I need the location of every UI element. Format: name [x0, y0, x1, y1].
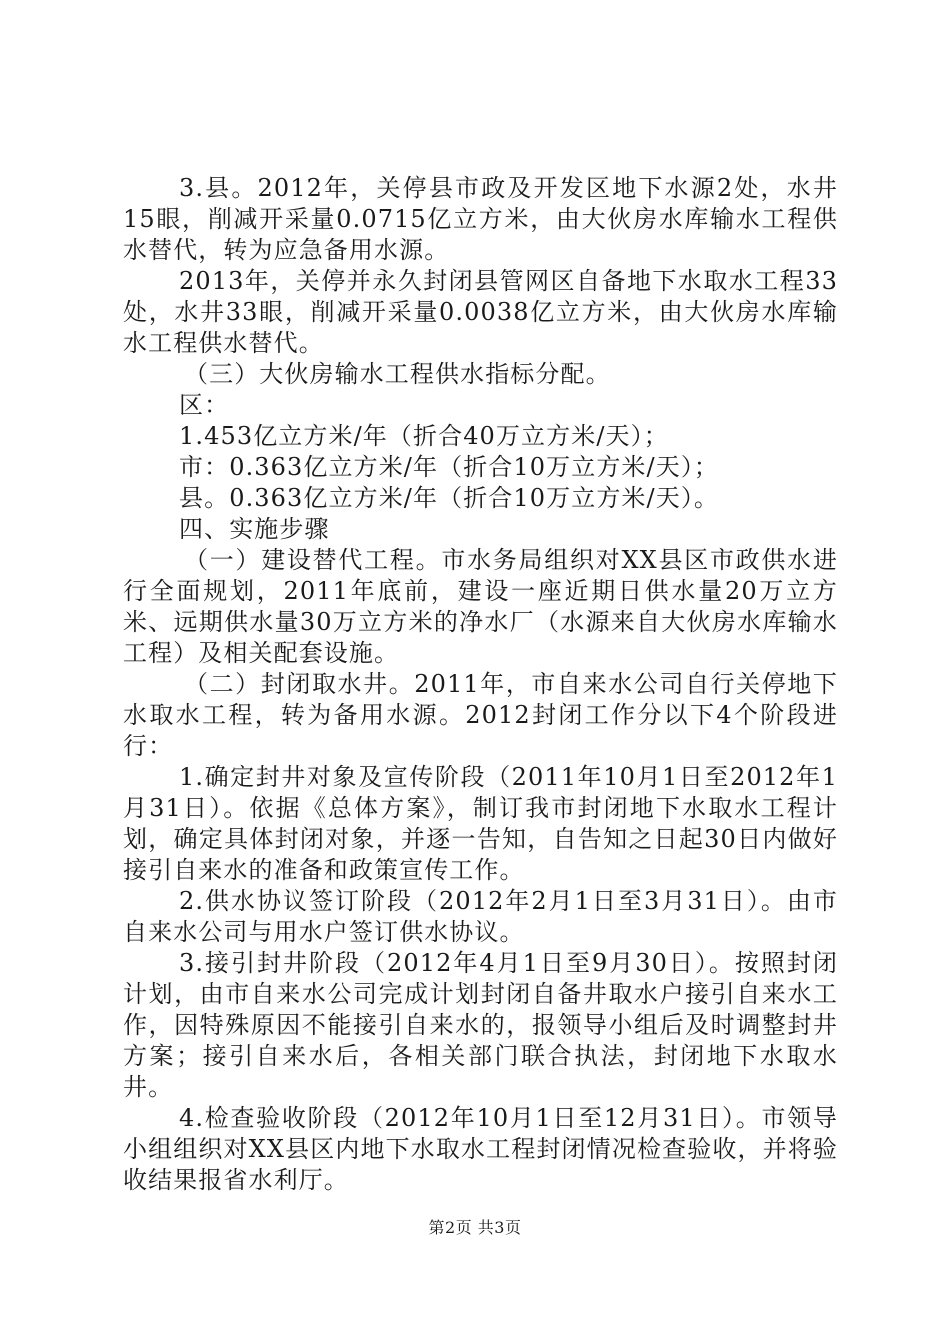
section-heading-steps: 四、实施步骤 [179, 515, 330, 543]
paragraph-step-build: （一）建设替代工程。市水务局组织对XX县区市政供水进行全面规划，2011年底前，建设一座近期日供水量20万立方米、远期供水量30万立方米的净水厂（水源来自大伙房水库输水工程）及相关配套设施。 [123, 546, 838, 667]
paragraph-phase-2: 2.供水协议签订阶段（2012年2月1日至3月31日）。由市自来水公司与用水户签订供水协议。 [123, 887, 838, 946]
paragraph-phase-3: 3.接引封井阶段（2012年4月1日至9月30日）。按照封闭计划，由市自来水公司完成计划封闭自备井取水户接引自来水工作，因特殊原因不能接引自来水的，报领导小组后及时调整封井方案；接引自来水后，各相关部门联合执法，封闭地下水取水井。 [123, 949, 838, 1101]
paragraph-district-quota: 1.453亿立方米/年（折合40万立方米/天）； [179, 422, 669, 450]
paragraph-county-2013: 2013年，关停并永久封闭县管网区自备地下水取水工程33处，水井33眼，削减开采量0.0038亿立方米，由大伙房水库输水工程供水替代。 [123, 267, 838, 357]
paragraph-city-quota: 市：0.363亿立方米/年（折合10万立方米/天）； [179, 453, 720, 481]
section-heading-allocation: （三）大伙房输水工程供水指标分配。 [184, 360, 611, 388]
page-number-footer: 第2页 共3页 [428, 1218, 522, 1237]
paragraph-phase-4: 4.检查验收阶段（2012年10月1日至12月31日）。市领导小组组织对XX县区内地下水取水工程封闭情况检查验收，并将验收结果报省水利厅。 [123, 1104, 838, 1194]
paragraph-step-close-wells: （二）封闭取水井。2011年，市自来水公司自行关停地下水取水工程，转为备用水源。2012封闭工作分以下4个阶段进行： [123, 670, 838, 760]
paragraph-county-quota: 县。0.363亿立方米/年（折合10万立方米/天）。 [179, 484, 720, 512]
document-body [123, 173, 838, 1196]
paragraph-phase-1: 1.确定封井对象及宣传阶段（2011年10月1日至2012年1月31日）。依据《总体方案》，制订我市封闭地下水取水工程计划，确定具体封闭对象，并逐一告知，自告知之日起30日内做好接引自来水的准备和政策宣传工作。 [123, 763, 838, 884]
paragraph-county-2012: 3.县。2012年，关停县市政及开发区地下水源2处，水井15眼，削减开采量0.0715亿立方米，由大伙房水库输水工程供水替代，转为应急备用水源。 [123, 174, 838, 264]
paragraph-district-label: 区： [179, 391, 230, 419]
